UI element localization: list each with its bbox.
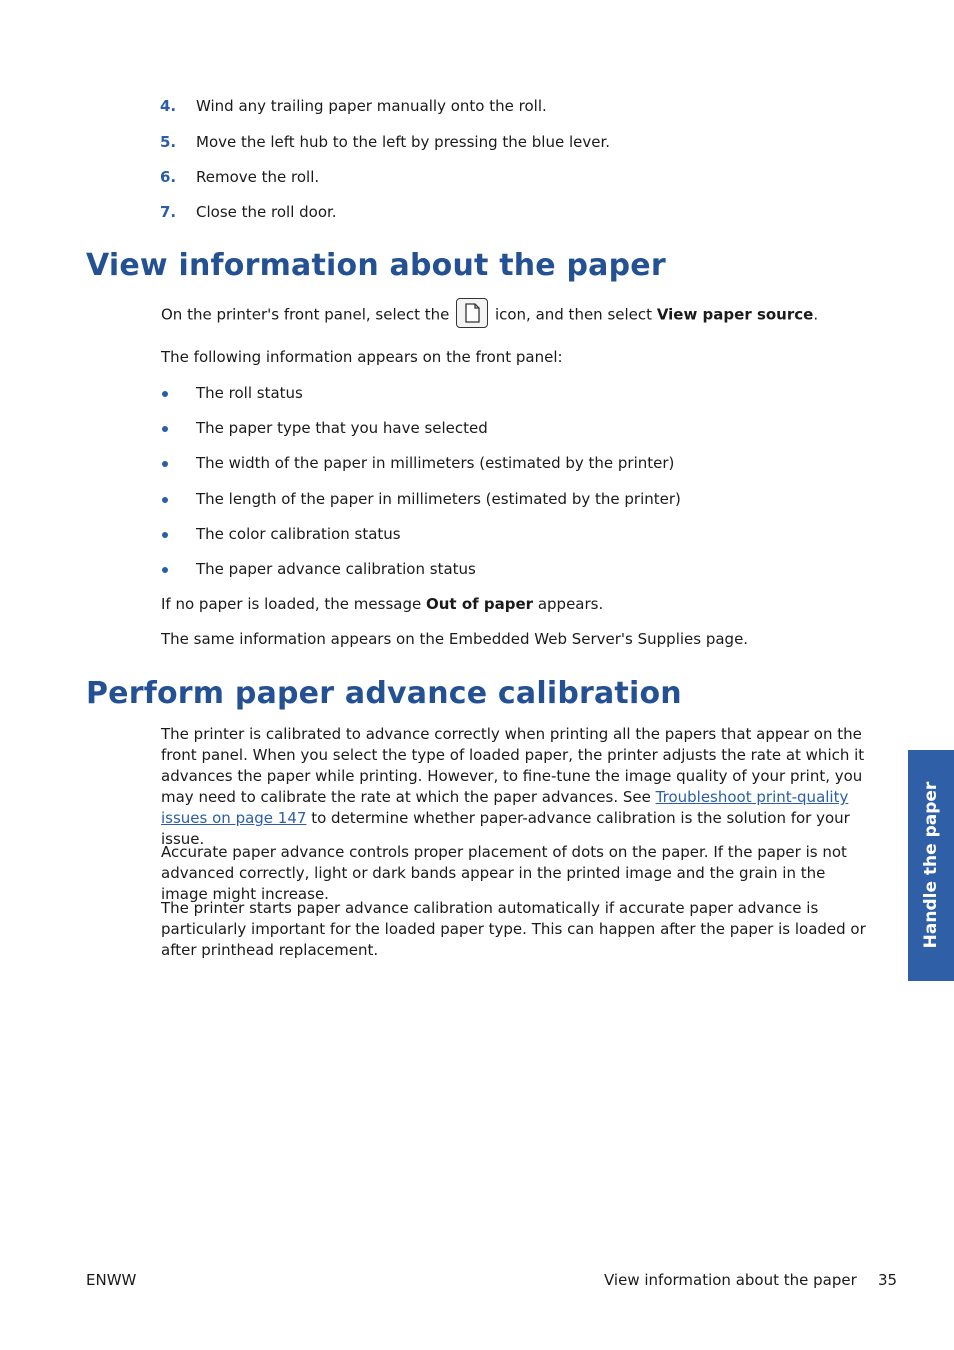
- bullet-icon: [162, 567, 168, 573]
- chapter-side-tab: [908, 750, 954, 981]
- page-number: 35: [878, 1271, 898, 1289]
- p1-text-before: The printer is calibrated to advance correctly when printing all the papers that appear on the front panel. When you select the type of loaded paper, the printer adjusts the rate at which it advances the paper while printing. However, to fine-tune the image quality of your print, you may need to calibrate the rate at which the paper advances. See: [161, 725, 865, 806]
- bullet-item: The color calibration status: [196, 525, 401, 543]
- bullet-icon: [162, 461, 168, 467]
- intro-text-before: On the printer's front panel, select the: [161, 305, 450, 324]
- calibration-paragraph-2: Accurate paper advance controls proper placement of dots on the paper. If the paper is not advanced correctly, light or dark bands appear in the printed image and the grain in the image might increase.: [161, 843, 847, 903]
- footer-left: ENWW: [86, 1271, 137, 1289]
- bullet-icon: [162, 426, 168, 432]
- section-heading-view-info: View information about the paper: [86, 248, 666, 283]
- same-info-paragraph: The same information appears on the Embedded Web Server's Supplies page.: [161, 630, 749, 648]
- no-paper-text-before: If no paper is loaded, the message: [161, 595, 422, 613]
- no-paper-paragraph: [161, 594, 873, 615]
- step-text: Move the left hub to the left by pressing the blue lever.: [196, 133, 611, 151]
- bullet-item: The paper type that you have selected: [196, 419, 488, 437]
- bullet-item: The roll status: [196, 384, 303, 402]
- following-info-text: The following information appears on the front panel:: [161, 348, 563, 366]
- p1-text-after: to determine whether paper-advance calibration is the solution for your issue.: [161, 809, 850, 848]
- paper-icon: [456, 298, 488, 328]
- bullet-item: The paper advance calibration status: [196, 560, 476, 578]
- calibration-paragraph-1: [161, 724, 873, 850]
- footer-section-title: View information about the paper: [604, 1271, 857, 1289]
- chapter-side-tab-label: Handle the paper: [921, 781, 941, 949]
- section-heading-calibration: Perform paper advance calibration: [86, 676, 682, 711]
- step-number: 4.: [160, 97, 177, 115]
- out-of-paper-label: Out of paper: [426, 595, 534, 613]
- intro-paragraph: [161, 300, 873, 330]
- troubleshoot-link[interactable]: Troubleshoot print-quality issues on page 147: [161, 788, 849, 827]
- intro-period: .: [813, 305, 819, 324]
- bullet-item: The length of the paper in millimeters (estimated by the printer): [196, 490, 681, 508]
- step-number: 6.: [160, 168, 177, 186]
- no-paper-text-after: appears.: [537, 595, 604, 613]
- step-number: 5.: [160, 133, 177, 151]
- bullet-icon: [162, 391, 168, 397]
- step-text: Wind any trailing paper manually onto the roll.: [196, 97, 547, 115]
- step-text: Close the roll door.: [196, 203, 337, 221]
- step-text: Remove the roll.: [196, 168, 320, 186]
- intro-text-after: icon, and then select: [494, 305, 653, 324]
- bullet-icon: [162, 532, 168, 538]
- bullet-item: The width of the paper in millimeters (estimated by the printer): [196, 454, 675, 472]
- calibration-paragraph-3: The printer starts paper advance calibration automatically if accurate paper advance is particularly important for the loaded paper type. This can happen after the paper is loaded or after printhead replacement.: [161, 899, 866, 959]
- bullet-icon: [162, 497, 168, 503]
- step-number: 7.: [160, 203, 177, 221]
- view-paper-source-label: View paper source: [656, 305, 814, 324]
